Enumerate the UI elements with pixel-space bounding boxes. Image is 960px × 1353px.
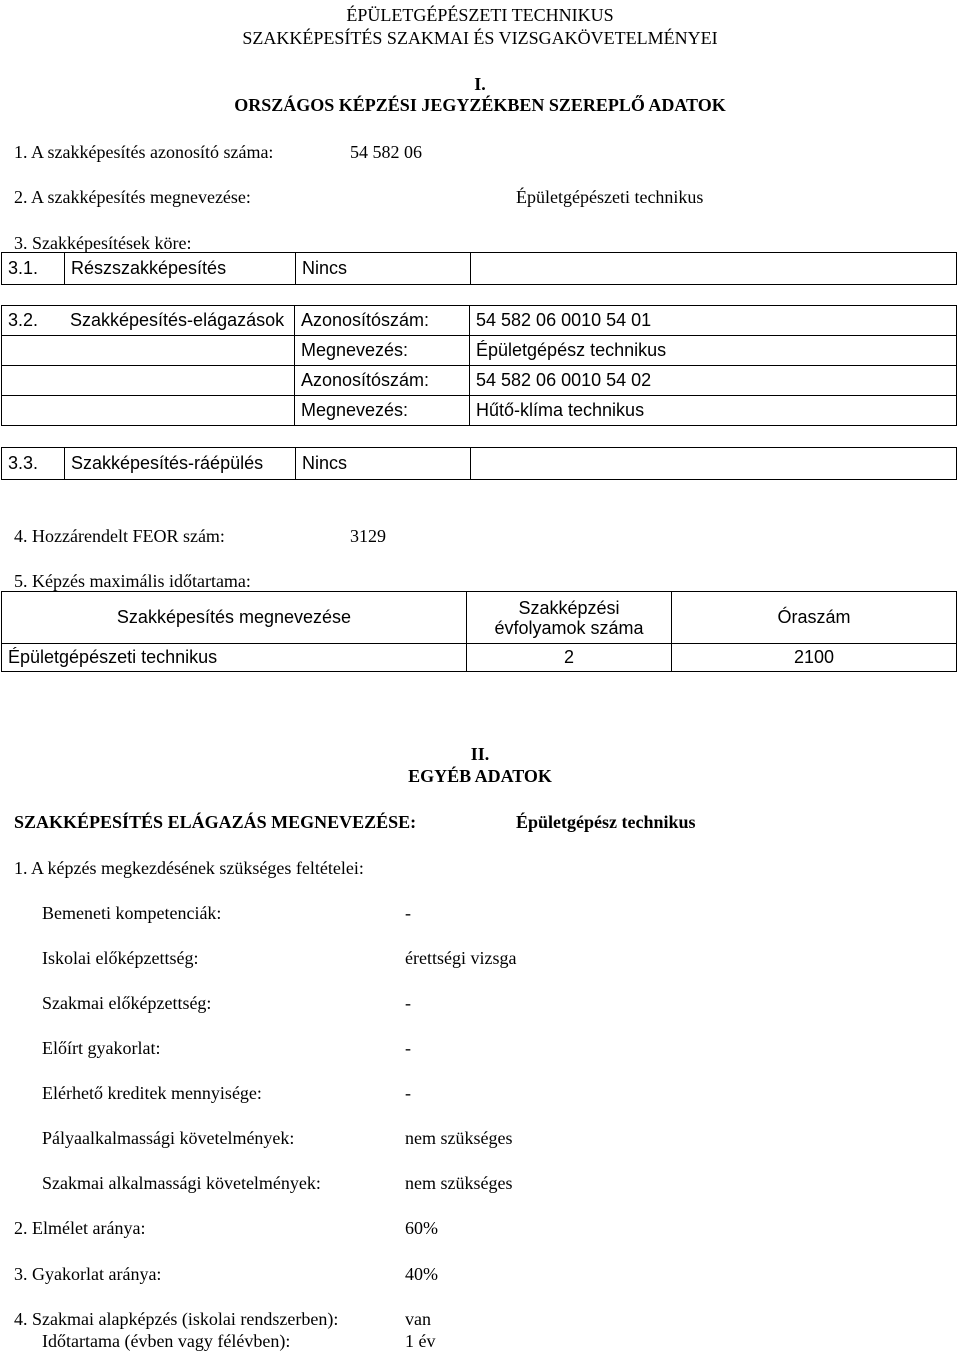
- duration-header-hours: Óraszám: [672, 592, 957, 644]
- partial-empty: [471, 253, 957, 285]
- branch-name-label: SZAKKÉPESÍTÉS ELÁGAZÁS MEGNEVEZÉSE:: [14, 812, 417, 832]
- duration-value: 1 év: [405, 1331, 436, 1351]
- condition-value: -: [405, 993, 411, 1013]
- condition-label: Iskolai előképzettség:: [42, 948, 199, 968]
- condition-label: Pályaalkalmassági követelmények:: [42, 1128, 295, 1148]
- condition-label: Előírt gyakorlat:: [42, 1038, 161, 1058]
- branch-row-key: Megnevezés:: [295, 396, 470, 426]
- branches-label: Szakképesítés-elágazások: [64, 306, 295, 336]
- branch-row-value: Hűtő-klíma technikus: [470, 396, 957, 426]
- conditions-heading: 1. A képzés megkezdésének szükséges feltételei:: [14, 858, 364, 878]
- item3-label: 3. Szakképesítések köre:: [14, 233, 192, 253]
- partial-value: Nincs: [296, 253, 471, 285]
- duration-row-years: 2: [467, 644, 672, 672]
- branch-row-value: Épületgépész technikus: [470, 336, 957, 366]
- item1-label: 1. A szakképesítés azonosító száma:: [14, 142, 274, 162]
- item4-label: 4. Hozzárendelt FEOR szám:: [14, 526, 225, 546]
- branch-row-blank: [2, 366, 295, 396]
- condition-label: Elérhető kreditek mennyisége:: [42, 1083, 262, 1103]
- duration-header-years-line2: évfolyamok száma: [494, 617, 644, 638]
- partial-num: 3.1.: [2, 253, 65, 285]
- duration-row-name: Épületgépészeti technikus: [2, 644, 467, 672]
- theory-ratio-label: 2. Elmélet aránya:: [14, 1218, 146, 1238]
- duration-label: Időtartama (évben vagy félévben):: [42, 1331, 291, 1351]
- section2-title: EGYÉB ADATOK: [408, 766, 552, 786]
- section1-roman: I.: [474, 74, 486, 94]
- item5-label: 5. Képzés maximális időtartama:: [14, 571, 251, 591]
- branch-row-key: Azonosítószám:: [295, 306, 470, 336]
- condition-value: nem szükséges: [405, 1128, 513, 1148]
- duration-header-years-line1: Szakképzési: [518, 597, 620, 618]
- partial-label: Részszakképesítés: [65, 253, 296, 285]
- section2-roman: II.: [470, 744, 490, 764]
- duration-header-years: [467, 592, 672, 644]
- doc-title-line2: SZAKKÉPESÍTÉS SZAKMAI ÉS VIZSGAKÖVETELMÉNYEI: [242, 28, 718, 48]
- branch-row-value: 54 582 06 0010 54 02: [470, 366, 957, 396]
- condition-value: -: [405, 1083, 411, 1103]
- condition-label: Szakmai alkalmassági követelmények:: [42, 1173, 321, 1193]
- condition-label: Bemeneti kompetenciák:: [42, 903, 222, 923]
- branches-num: 3.2.: [2, 306, 65, 336]
- duration-table: [1, 591, 957, 672]
- branch-row-blank: [2, 336, 295, 366]
- addon-value: Nincs: [296, 448, 471, 480]
- addon-qualification-table: [1, 447, 957, 480]
- branch-row-value: 54 582 06 0010 54 01: [470, 306, 957, 336]
- branches-table: [1, 305, 957, 426]
- addon-label: Szakképesítés-ráépülés: [65, 448, 296, 480]
- item2-value: Épületgépészeti technikus: [516, 187, 704, 207]
- item2-label: 2. A szakképesítés megnevezése:: [14, 187, 251, 207]
- condition-value: érettségi vizsga: [405, 948, 517, 968]
- condition-value: -: [405, 1038, 411, 1058]
- condition-value: nem szükséges: [405, 1173, 513, 1193]
- section1-title: ORSZÁGOS KÉPZÉSI JEGYZÉKBEN SZEREPLŐ ADATOK: [234, 95, 726, 115]
- branch-row-key: Megnevezés:: [295, 336, 470, 366]
- branch-row-key: Azonosítószám:: [295, 366, 470, 396]
- branch-row-blank: [2, 396, 295, 426]
- addon-num: 3.3.: [2, 448, 65, 480]
- duration-header-name: Szakképesítés megnevezése: [2, 592, 467, 644]
- basic-training-value: van: [405, 1309, 431, 1329]
- theory-ratio-value: 60%: [405, 1218, 438, 1238]
- branch-name-value: Épületgépész technikus: [516, 812, 696, 832]
- basic-training-label: 4. Szakmai alapképzés (iskolai rendszerben):: [14, 1309, 339, 1329]
- duration-row-hours: 2100: [672, 644, 957, 672]
- doc-title-line1: ÉPÜLETGÉPÉSZETI TECHNIKUS: [346, 5, 614, 25]
- condition-value: -: [405, 903, 411, 923]
- addon-empty: [471, 448, 957, 480]
- partial-qualification-table: [1, 252, 957, 285]
- item4-value: 3129: [350, 526, 386, 546]
- practice-ratio-label: 3. Gyakorlat aránya:: [14, 1264, 162, 1284]
- practice-ratio-value: 40%: [405, 1264, 438, 1284]
- item1-value: 54 582 06: [350, 142, 422, 162]
- condition-label: Szakmai előképzettség:: [42, 993, 212, 1013]
